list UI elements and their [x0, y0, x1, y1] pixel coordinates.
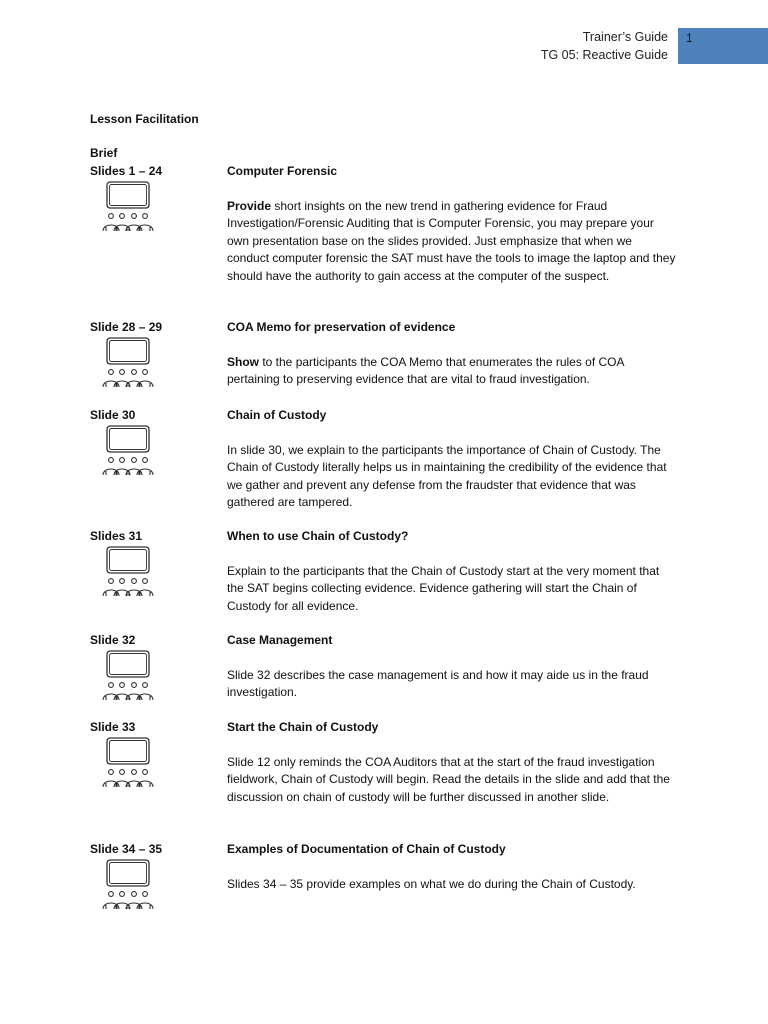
- entry-heading: Computer Forensic: [227, 164, 338, 178]
- entry-body: [227, 667, 677, 702]
- entry-heading: When to use Chain of Custody?: [227, 529, 409, 543]
- slide-range-label: Slide 32: [90, 633, 136, 647]
- presentation-audience-icon: [98, 649, 158, 705]
- entry-body-text: Slides 34 – 35 provide examples on what we do during the Chain of Custody.: [227, 877, 636, 891]
- slide-range-label: Slide 28 – 29: [90, 320, 163, 334]
- slide-range-label: Slide 33: [90, 720, 136, 734]
- presentation-audience-icon: [98, 545, 158, 601]
- brief-label: Brief: [90, 146, 118, 160]
- entry-body: [227, 198, 677, 285]
- entry-body-text: short insights on the new trend in gathering evidence for Fraud Investigation/Forensic Auditing that is Computer Forensic, you may prepare your own presentation base on the slides provided. Just emphasize that when we conduct computer forensic the SAT must have the tools to image the laptop and they should have the authority to gain access at the computer of the suspect.: [227, 199, 676, 283]
- entry-body: [227, 876, 677, 893]
- entry-body-lead: Show: [227, 355, 259, 369]
- entry-body-text: Slide 32 describes the case management is and how it may aide us in the fraud investigation.: [227, 668, 649, 700]
- page-header: [541, 28, 668, 64]
- entry-body: [227, 754, 677, 806]
- entry-body-text: Explain to the participants that the Chain of Custody start at the very moment that the SAT begins collecting evidence. Evidence gathering will start the Chain of Custody for all evidence.: [227, 564, 660, 613]
- entry-body-text: In slide 30, we explain to the participants the importance of Chain of Custody. The Chain of Custody literally helps us in maintaining the credibility of the evidence that we gather and prevent any defense from the fraudster that evidence that was gathered are tampered.: [227, 443, 667, 510]
- presentation-audience-icon: [98, 736, 158, 792]
- page-number-box: [678, 28, 768, 64]
- entry-heading: COA Memo for preservation of evidence: [227, 320, 456, 334]
- entry-body: [227, 563, 677, 615]
- presentation-audience-icon: [98, 336, 158, 392]
- section-title: Lesson Facilitation: [90, 112, 199, 126]
- presentation-audience-icon: [98, 424, 158, 480]
- slide-range-label: Slide 34 – 35: [90, 842, 163, 856]
- entry-heading: Start the Chain of Custody: [227, 720, 379, 734]
- entry-body-text: to the participants the COA Memo that enumerates the rules of COA pertaining to preserving evidence that are vital to fraud investigation.: [227, 355, 624, 387]
- entry-heading: Examples of Documentation of Chain of Custody: [227, 842, 506, 856]
- page-number: 1: [686, 31, 693, 45]
- entry-heading: Chain of Custody: [227, 408, 327, 422]
- entry-heading: Case Management: [227, 633, 333, 647]
- presentation-audience-icon: [98, 180, 158, 236]
- entry-body-lead: Provide: [227, 199, 272, 213]
- slide-range-label: Slides 31: [90, 529, 143, 543]
- entry-body: [227, 354, 677, 389]
- entry-body: [227, 442, 677, 512]
- entry-body-text: Slide 12 only reminds the COA Auditors that at the start of the fraud investigation fieldwork, Chain of Custody will begin. Read the details in the slide and add that the discussion on chain of custody will be further discussed in another slide.: [227, 755, 670, 804]
- header-guide-subtitle: TG 05: Reactive Guide: [540, 48, 668, 62]
- header-guide-title: Trainer’s Guide: [582, 30, 668, 44]
- presentation-audience-icon: [98, 858, 158, 914]
- slide-range-label: Slides 1 – 24: [90, 164, 163, 178]
- slide-range-label: Slide 30: [90, 408, 136, 422]
